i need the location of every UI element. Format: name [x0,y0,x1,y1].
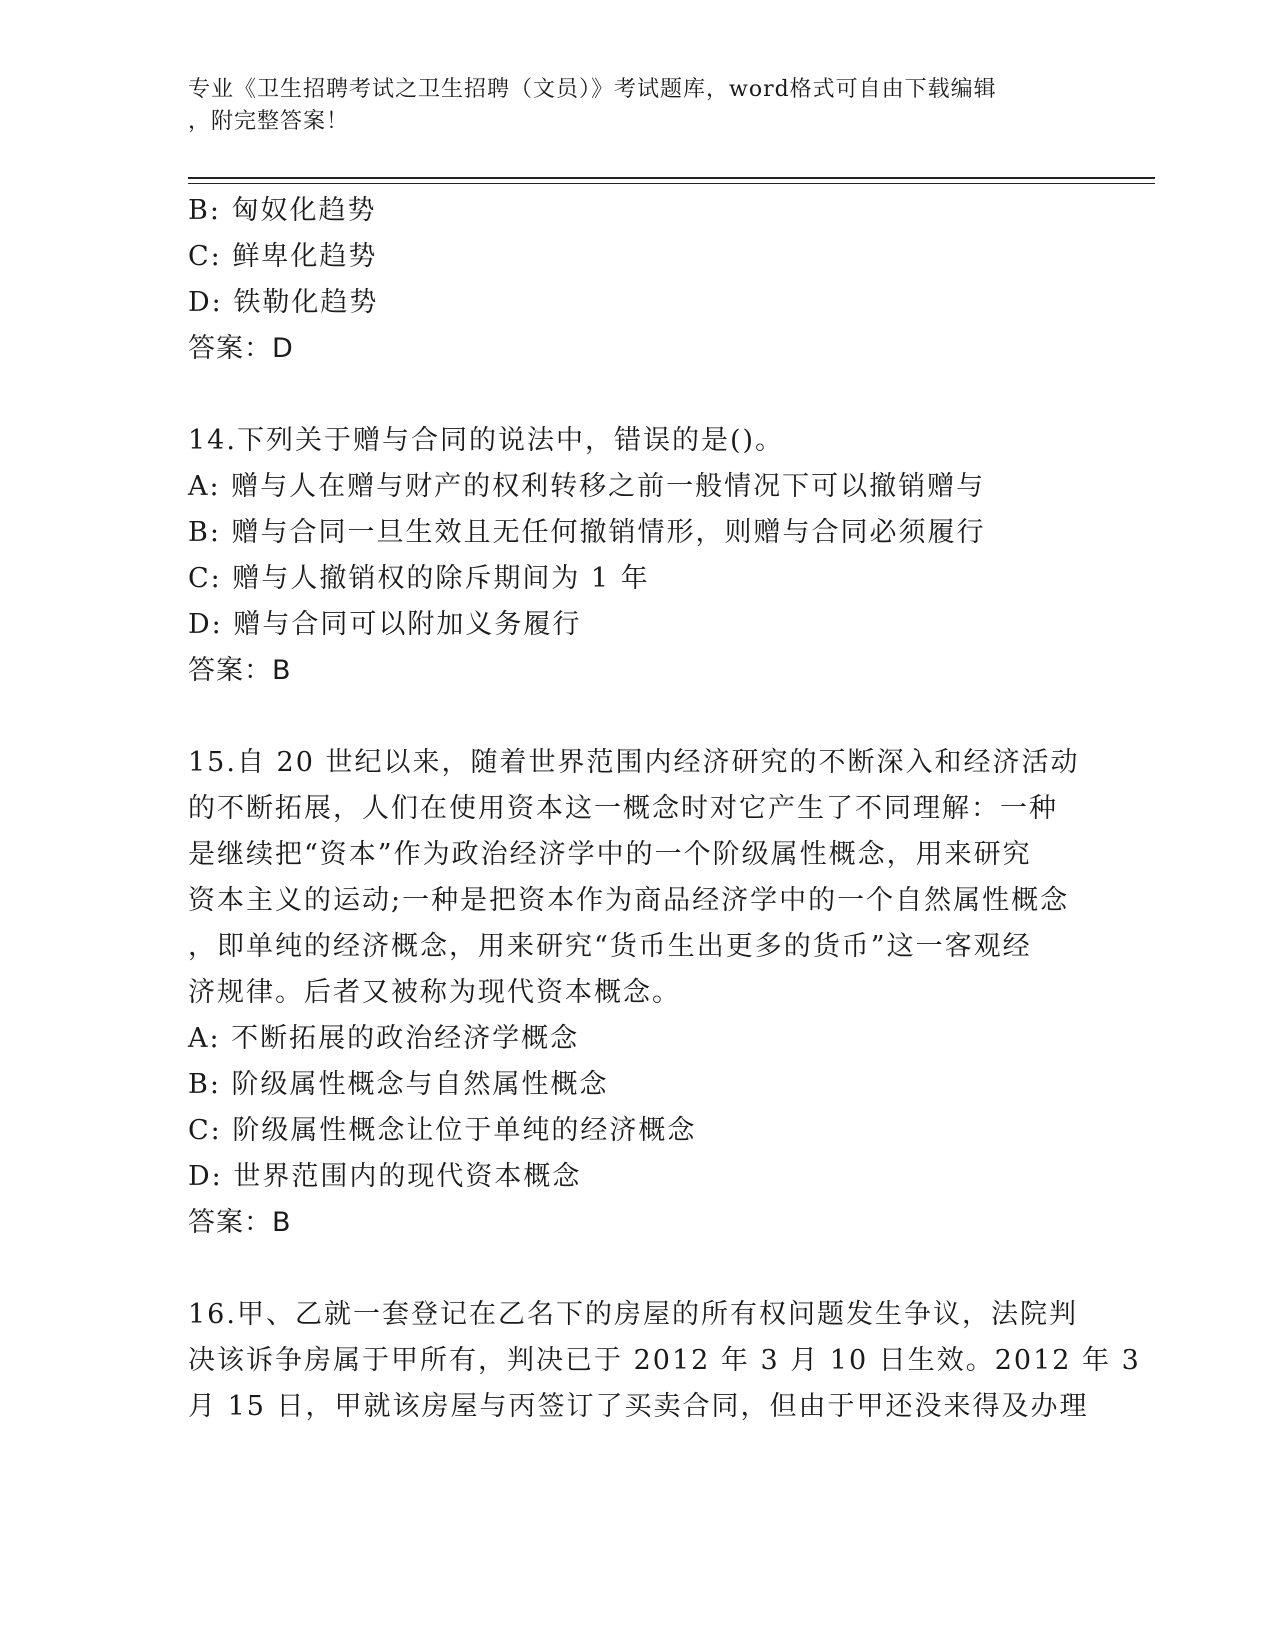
q15-option-c: C: 阶级属性概念让位于单纯的经济概念 [188,1115,697,1146]
q14-option-b: B: 赠与合同一旦生效且无任何撤销情形，则赠与合同必须履行 [188,517,986,548]
q15-question-line: 济规律。后者又被称为现代资本概念。 [188,977,681,1008]
q13-option-d: D: 铁勒化趋势 [188,287,379,318]
q13-option-b: B: 匈奴化趋势 [188,195,377,226]
q16-question-line: 16.甲、乙就一套登记在乙名下的房屋的所有权问题发生争议，法院判 [188,1299,1078,1330]
question-15-block [188,740,1088,1246]
document-header [188,74,1078,138]
q16-question-line: 月 15 日，甲就该房屋与丙签订了买卖合同，但由于甲还没来得及办理 [188,1391,1089,1422]
header-line-1: 专业《卫生招聘考试之卫生招聘（文员）》考试题库，word格式可自由下载编辑 [188,77,997,102]
q15-option-d: D: 世界范围内的现代资本概念 [188,1161,582,1192]
q15-answer: 答案：B [188,1207,292,1238]
q16-question-line: 决该诉争房属于甲所有，判决已于 2012 年 3 月 10 日生效。2012 年 3 [188,1345,1141,1376]
q14-option-d: D: 赠与合同可以附加义务履行 [188,609,582,640]
header-divider-thick [188,177,1155,179]
question-14-block [188,418,1088,694]
q14-question: 14.下列关于赠与合同的说法中，错误的是()。 [188,425,785,456]
q15-question-line: ，即单纯的经济概念，用来研究“货币生出更多的货币”这一客观经 [188,931,1032,962]
header-line-2: ，附完整答案！ [188,109,350,134]
question-16-block [188,1292,1141,1430]
q14-answer: 答案：B [188,655,292,686]
question-content [188,188,1141,1430]
q15-question-line: 15.自 20 世纪以来，随着世界范围内经济研究的不断深入和经济活动 [188,747,1080,778]
q15-question-line: 的不断拓展，人们在使用资本这一概念时对它产生了不同理解：一种 [188,793,1058,824]
question-13-block [188,188,1088,372]
q13-answer: 答案：D [188,333,294,364]
q15-option-b: B: 阶级属性概念与自然属性概念 [188,1069,609,1100]
q13-option-c: C: 鲜卑化趋势 [188,241,378,272]
spacer [188,372,1088,418]
q15-question-line: 是继续把“资本”作为政治经济学中的一个阶级属性概念，用来研究 [188,839,1032,870]
spacer [188,694,1088,740]
q15-option-a: A: 不断拓展的政治经济学概念 [188,1023,580,1054]
q14-option-a: A: 赠与人在赠与财产的权利转移之前一般情况下可以撤销赠与 [188,471,986,502]
spacer [188,1246,1088,1292]
q14-option-c: C: 赠与人撤销权的除斥期间为 1 年 [188,563,650,594]
q15-question-line: 资本主义的运动;一种是把资本作为商品经济学中的一个自然属性概念 [188,885,1070,916]
header-divider-thin [188,183,1155,184]
